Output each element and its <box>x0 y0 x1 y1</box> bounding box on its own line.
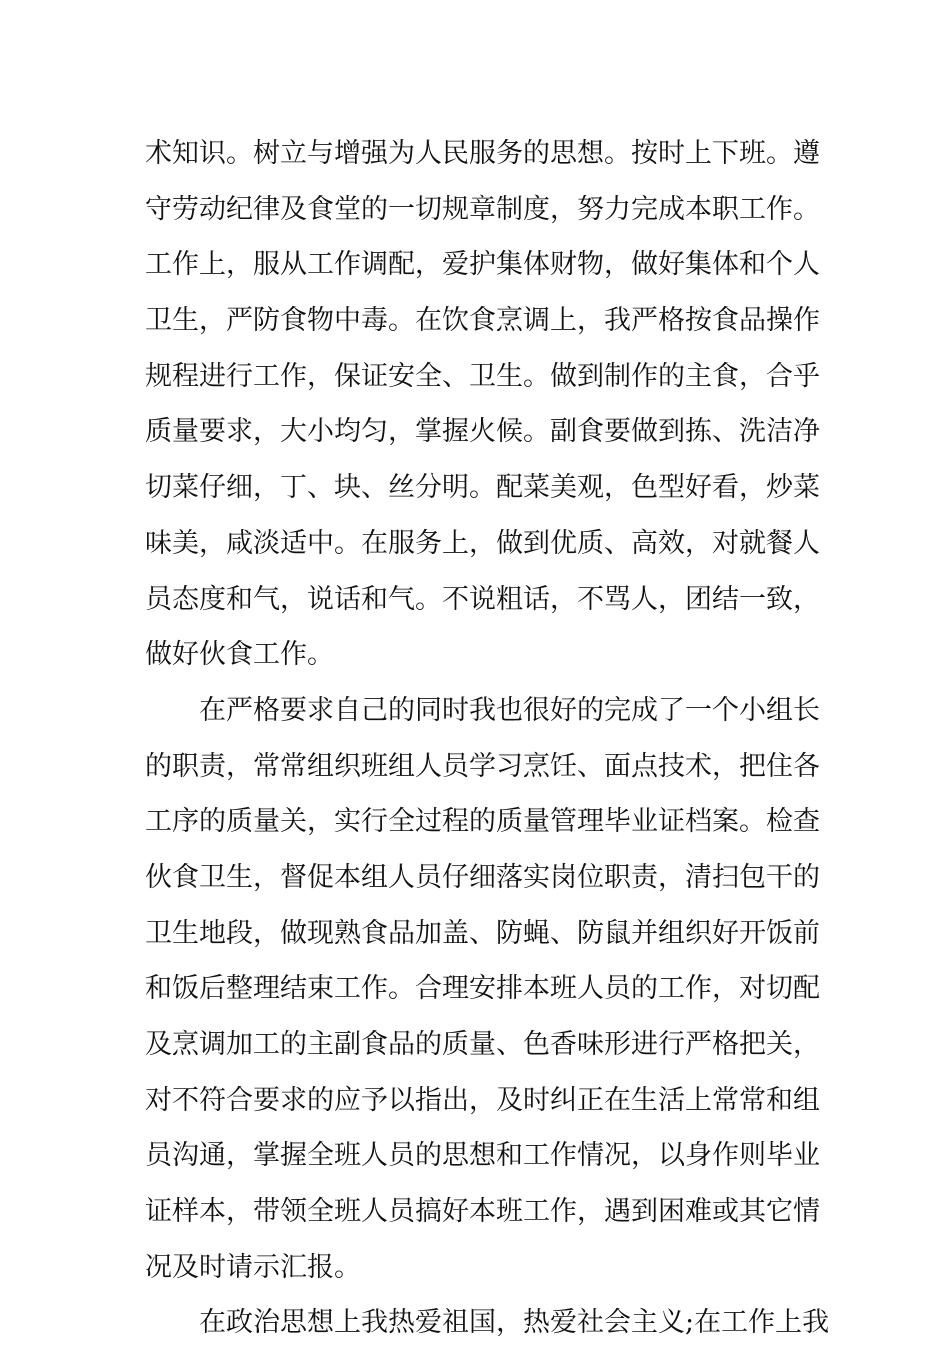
text-line: 伙食卫生，督促本组人员仔细落实岗位职责，清扫包干的 <box>145 861 820 893</box>
text-line: 卫生，严防食物中毒。在饮食烹调上，我严格按食品操作 <box>145 305 820 337</box>
text-line: 员态度和气，说话和气。不说粗话，不骂人，团结一致， <box>145 583 820 615</box>
text-line: 和饭后整理结束工作。合理安排本班人员的工作，对切配 <box>145 973 820 1005</box>
paragraph-1 <box>145 126 820 683</box>
text-line: 在政治思想上我热爱祖国，热爱社会主义;在工作上我 <box>199 1307 830 1339</box>
text-line: 对不符合要求的应予以指出，及时纠正在生活上常常和组 <box>145 1084 820 1116</box>
text-line: 术知识。树立与增强为人民服务的思想。按时上下班。遵 <box>145 138 820 169</box>
text-line: 证样本，带领全班人员搞好本班工作，遇到困难或其它情 <box>145 1196 820 1228</box>
text-line: 况及时请示汇报。 <box>145 1251 361 1283</box>
text-line: 规程进行工作，保证安全、卫生。做到制作的主食，合乎 <box>145 360 820 392</box>
text-line: 员沟通，掌握全班人员的思想和工作情况，以身作则毕业 <box>145 1140 820 1172</box>
text-line: 做好伙食工作。 <box>145 639 334 671</box>
text-line: 及烹调加工的主副食品的质量、色香味形进行严格把关， <box>145 1029 820 1060</box>
text-line: 工序的质量关，实行全过程的质量管理毕业证档案。检查 <box>145 806 820 838</box>
text-line: 质量要求，大小均匀，掌握火候。副食要做到拣、洗洁净 <box>145 416 820 448</box>
text-line: 工作上，服从工作调配，爱护集体财物，做好集体和个人 <box>145 249 820 281</box>
text-line: 味美，咸淡适中。在服务上，做到优质、高效，对就餐人 <box>145 527 820 559</box>
paragraph-2 <box>145 683 820 1296</box>
paragraph-3 <box>145 1295 830 1351</box>
text-line: 守劳动纪律及食堂的一切规章制度，努力完成本职工作。 <box>145 193 820 225</box>
text-line: 切菜仔细，丁、块、丝分明。配菜美观，色型好看，炒菜 <box>145 472 820 504</box>
text-line: 卫生地段，做现熟食品加盖、防蝇、防鼠并组织好开饭前 <box>145 917 820 949</box>
text-line: 在严格要求自己的同时我也很好的完成了一个小组长 <box>199 694 820 726</box>
text-line: 的职责，常常组织班组人员学习烹饪、面点技术，把住各 <box>145 750 820 782</box>
document-body <box>145 126 830 1351</box>
